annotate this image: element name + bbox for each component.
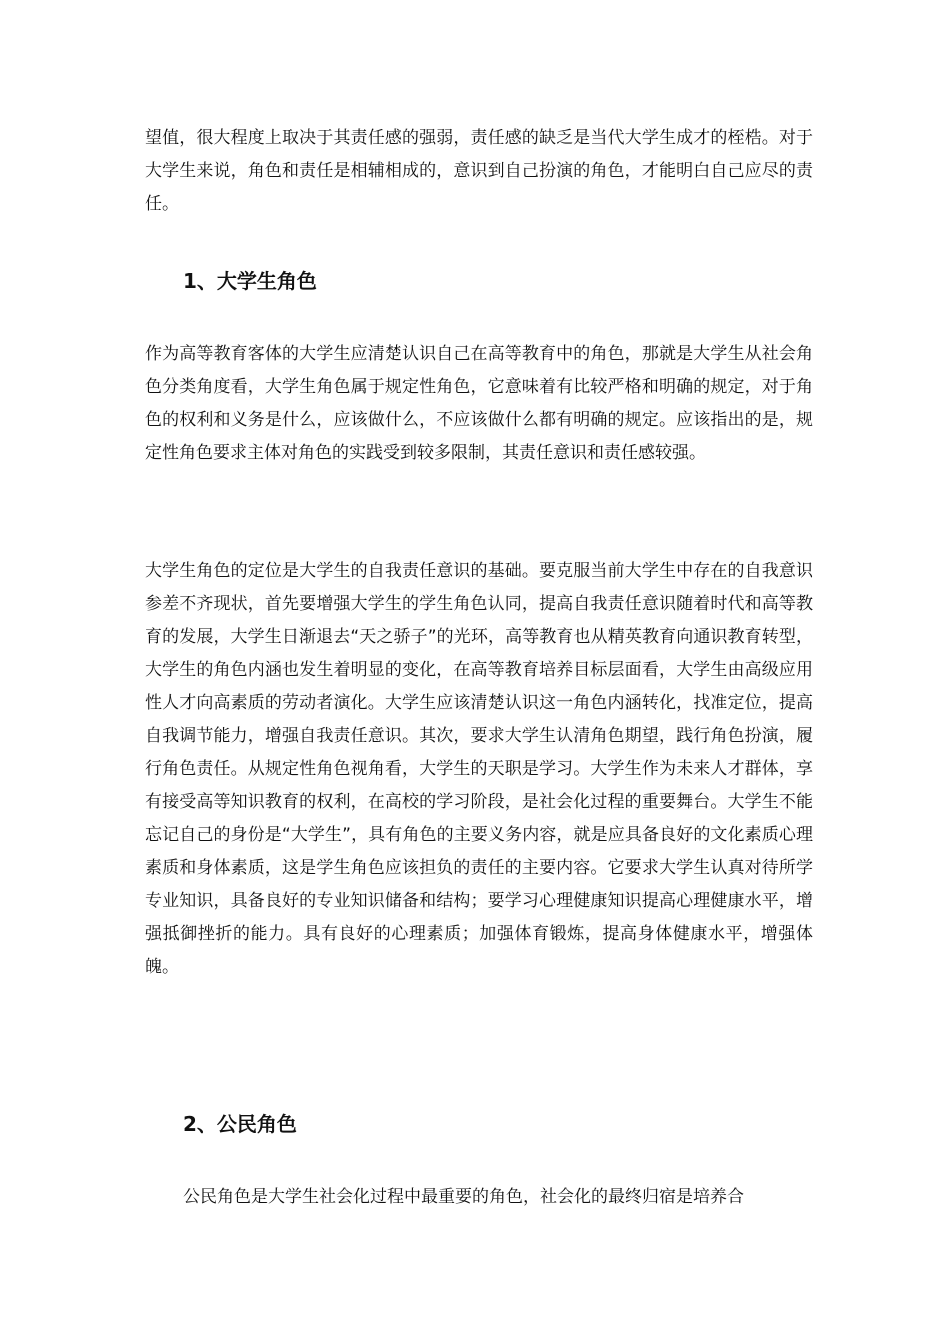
section-heading: 2、公民角色 xyxy=(183,1112,297,1136)
body-paragraph: 大学生角色的定位是大学生的自我责任意识的基础。要克服当前大学生中存在的自我意识参差不齐现状，首先要增强大学生的学生角色认同，提高自我责任意识随着时代和高等教育的发展，大学生日渐退去“天之骄子”的光环，高等教育也从精英教育向通识教育转型，大学生的角色内涵也发生着明显的变化，在高等教育培养目标层面看，大学生由高级应用性人才向高素质的劳动者演化。大学生应该清楚认识这一角色内涵转化，找准定位，提高自我调节能力，增强自我责任意识。其次，要求大学生认清角色期望，践行角色扮演，履行角色责任。从规定性角色视角看，大学生的天职是学习。大学生作为未来人才群体，享有接受高等知识教育的权利，在高校的学习阶段，是社会化过程的重要舞台。大学生不能忘记自己的身份是“大学生”，具有角色的主要义务内容，就是应具备良好的文化素质心理素质和身体素质，这是学生角色应该担负的责任的主要内容。它要求大学生认真对待所学专业知识，具备良好的专业知识储备和结构；要学习心理健康知识提高心理健康水平，增强抵御挫折的能力。具有良好的心理素质；加强体育锻炼，提高身体健康水平，增强体魄。 xyxy=(145,561,813,977)
body-paragraph: 公民角色是大学生社会化过程中最重要的角色，社会化的最终归宿是培养合 xyxy=(183,1187,744,1207)
body-paragraph: 望值，很大程度上取决于其责任感的强弱，责任感的缺乏是当代大学生成才的桎梏。对于大学生来说，角色和责任是相辅相成的，意识到自己扮演的角色，才能明白自己应尽的责任。 xyxy=(145,128,813,214)
section-heading: 1、大学生角色 xyxy=(183,269,317,293)
body-paragraph: 作为高等教育客体的大学生应清楚认识自己在高等教育中的角色，那就是大学生从社会角色分类角度看，大学生角色属于规定性角色，它意味着有比较严格和明确的规定，对于角色的权利和义务是什么，应该做什么，不应该做什么都有明确的规定。应该指出的是，规定性角色要求主体对角色的实践受到较多限制，其责任意识和责任感较强。 xyxy=(145,344,813,463)
